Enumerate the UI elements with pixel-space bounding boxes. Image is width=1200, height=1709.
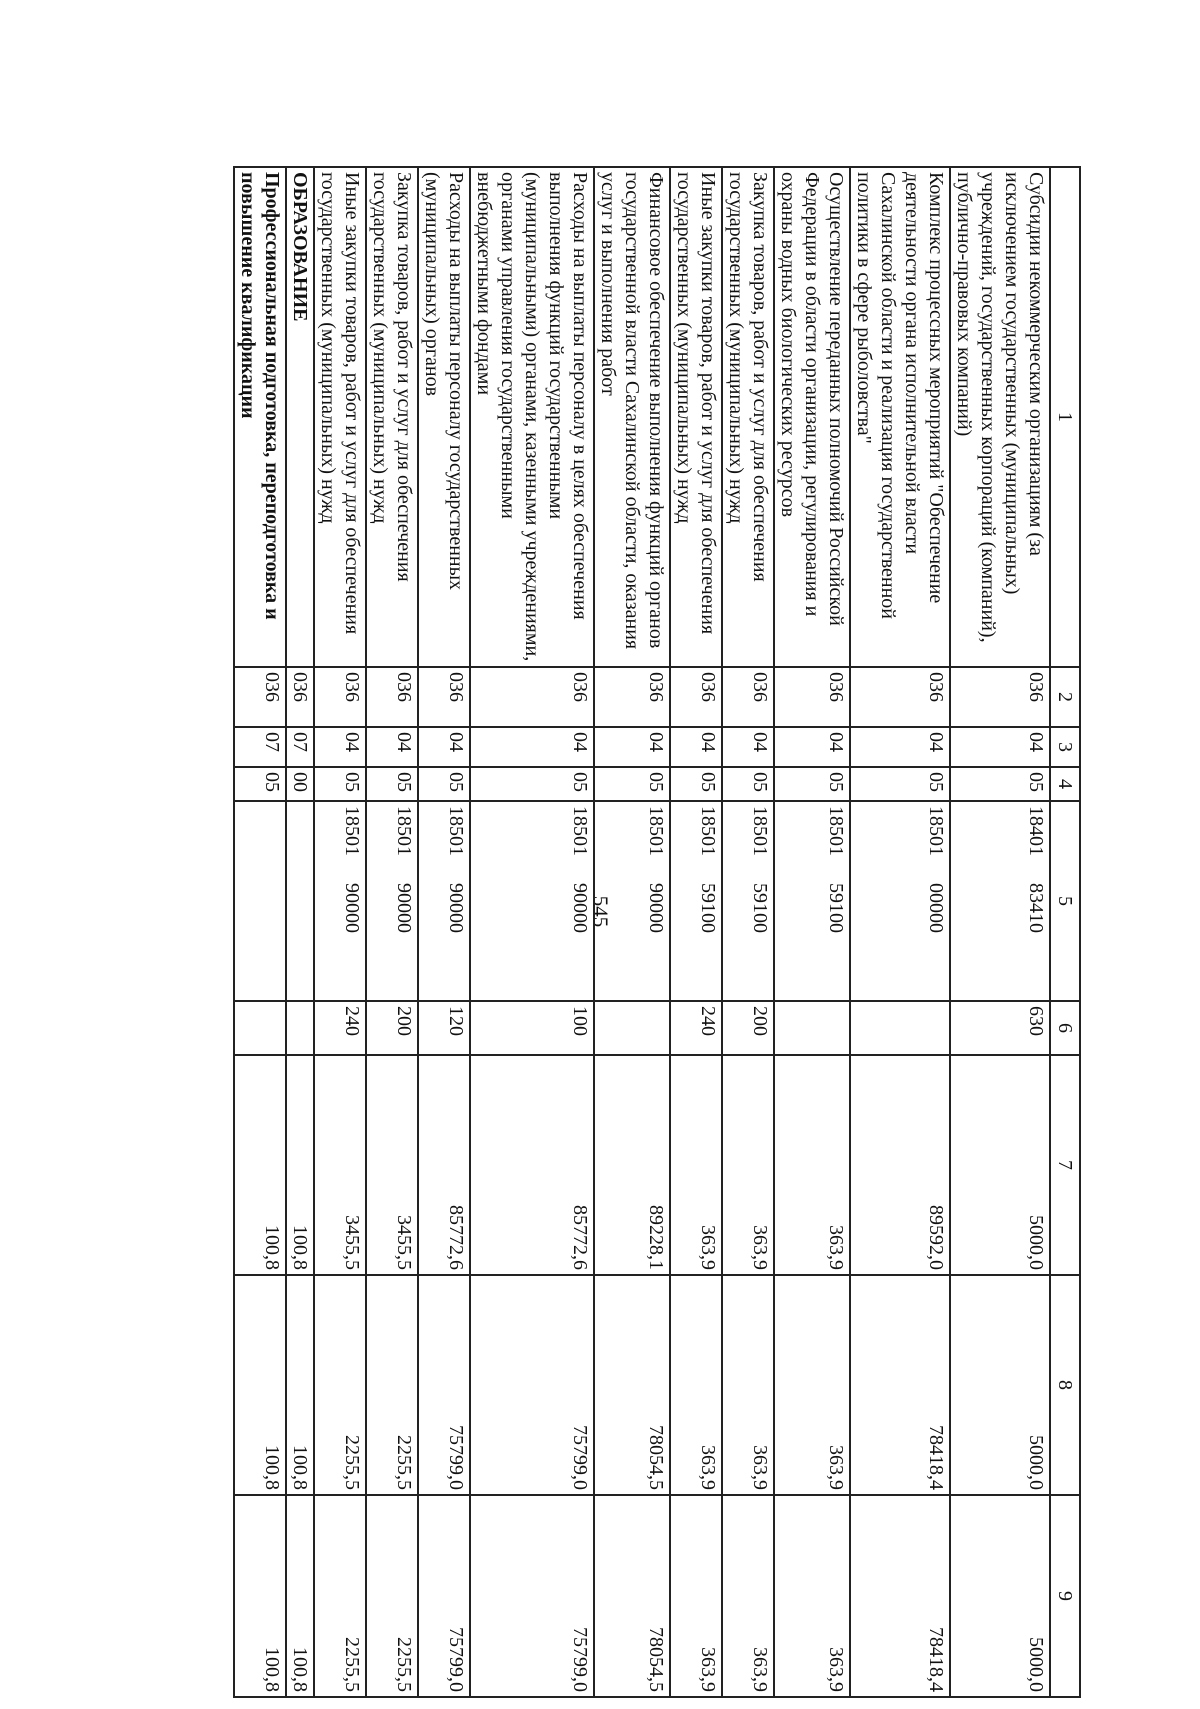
target-article-code: 18501 59100 bbox=[722, 801, 774, 1001]
ministry-code: 036 bbox=[850, 667, 950, 727]
section-code: 04 bbox=[418, 727, 470, 767]
amount-col8: 363,9 bbox=[670, 1275, 722, 1495]
amount-col9: 363,9 bbox=[670, 1495, 722, 1697]
subsection-code: 05 bbox=[234, 767, 286, 801]
budget-table-container bbox=[121, 166, 1081, 1696]
amount-col9: 78418,4 bbox=[850, 1495, 950, 1697]
row-name: Осуществление переданных полномочий Российской Федерации в области организации, регулирования и охраны водных биологических ресурсов bbox=[774, 167, 850, 667]
section-code: 04 bbox=[594, 727, 670, 767]
amount-col9: 100,8 bbox=[234, 1495, 286, 1697]
header-cell: 2 bbox=[1050, 667, 1080, 727]
expense-type-code: 200 bbox=[366, 1001, 418, 1055]
section-code: 04 bbox=[314, 727, 366, 767]
amount-col7: 89592,0 bbox=[850, 1055, 950, 1275]
row-name: Иные закупки товаров, работ и услуг для обеспечения государственных (муниципальных) нужд bbox=[670, 167, 722, 667]
expense-type-code: 630 bbox=[950, 1001, 1050, 1055]
amount-col9: 363,9 bbox=[722, 1495, 774, 1697]
header-cell: 1 bbox=[1050, 167, 1080, 667]
table-row bbox=[774, 167, 850, 1697]
table-row bbox=[670, 167, 722, 1697]
table-row bbox=[418, 167, 470, 1697]
ministry-code: 036 bbox=[670, 667, 722, 727]
header-cell: 5 bbox=[1050, 801, 1080, 1001]
section-code: 04 bbox=[670, 727, 722, 767]
subsection-code: 05 bbox=[594, 767, 670, 801]
amount-col9: 363,9 bbox=[774, 1495, 850, 1697]
ministry-code: 036 bbox=[774, 667, 850, 727]
amount-col7: 3455,5 bbox=[366, 1055, 418, 1275]
section-code: 04 bbox=[366, 727, 418, 767]
amount-col9: 2255,5 bbox=[366, 1495, 418, 1697]
row-name: Закупка товаров, работ и услуг для обеспечения государственных (муниципальных) нужд bbox=[366, 167, 418, 667]
row-name: Субсидии некоммерческим организациям (за исключением государственных (муниципальных) учреждений, государственных корпораций (компаний), публично-правовых компаний) bbox=[950, 167, 1050, 667]
section-code: 07 bbox=[286, 727, 314, 767]
target-article-code: 18501 59100 bbox=[774, 801, 850, 1001]
row-name: Профессиональная подготовка, переподготовка и повышение квалификации bbox=[234, 167, 286, 667]
amount-col8: 2255,5 bbox=[366, 1275, 418, 1495]
amount-col9: 78054,5 bbox=[594, 1495, 670, 1697]
amount-col9: 2255,5 bbox=[314, 1495, 366, 1697]
header-row bbox=[1050, 167, 1080, 1697]
expense-type-code: 240 bbox=[670, 1001, 722, 1055]
target-article-code: 18501 00000 bbox=[850, 801, 950, 1001]
section-code: 04 bbox=[850, 727, 950, 767]
expense-type-code: 120 bbox=[418, 1001, 470, 1055]
subsection-code: 05 bbox=[366, 767, 418, 801]
amount-col7: 363,9 bbox=[722, 1055, 774, 1275]
amount-col8: 2255,5 bbox=[314, 1275, 366, 1495]
table-row bbox=[594, 167, 670, 1697]
header-cell: 9 bbox=[1050, 1495, 1080, 1697]
expense-type-code: 200 bbox=[722, 1001, 774, 1055]
amount-col8: 100,8 bbox=[286, 1275, 314, 1495]
ministry-code: 036 bbox=[950, 667, 1050, 727]
ministry-code: 036 bbox=[470, 667, 594, 727]
section-code: 07 bbox=[234, 727, 286, 767]
target-article-code: 18501 90000 bbox=[314, 801, 366, 1001]
subsection-code: 05 bbox=[314, 767, 366, 801]
expense-type-code bbox=[234, 1001, 286, 1055]
amount-col9: 100,8 bbox=[286, 1495, 314, 1697]
amount-col9: 5000,0 bbox=[950, 1495, 1050, 1697]
ministry-code: 036 bbox=[594, 667, 670, 727]
subsection-code: 05 bbox=[722, 767, 774, 801]
expense-type-code bbox=[286, 1001, 314, 1055]
header-cell: 8 bbox=[1050, 1275, 1080, 1495]
amount-col9: 75799,0 bbox=[470, 1495, 594, 1697]
expense-type-code: 240 bbox=[314, 1001, 366, 1055]
ministry-code: 036 bbox=[314, 667, 366, 727]
target-article-code bbox=[286, 801, 314, 1001]
header-cell: 6 bbox=[1050, 1001, 1080, 1055]
amount-col8: 75799,0 bbox=[470, 1275, 594, 1495]
amount-col8: 363,9 bbox=[722, 1275, 774, 1495]
table-row bbox=[950, 167, 1050, 1697]
subsection-code: 05 bbox=[670, 767, 722, 801]
amount-col8: 5000,0 bbox=[950, 1275, 1050, 1495]
amount-col7: 85772,6 bbox=[418, 1055, 470, 1275]
subsection-code: 05 bbox=[774, 767, 850, 801]
amount-col7: 89228,1 bbox=[594, 1055, 670, 1275]
amount-col7: 3455,5 bbox=[314, 1055, 366, 1275]
amount-col7: 363,9 bbox=[670, 1055, 722, 1275]
section-code: 04 bbox=[722, 727, 774, 767]
expense-type-code: 100 bbox=[470, 1001, 594, 1055]
subsection-code: 05 bbox=[850, 767, 950, 801]
table-row bbox=[850, 167, 950, 1697]
table-row bbox=[366, 167, 418, 1697]
amount-col8: 100,8 bbox=[234, 1275, 286, 1495]
subsection-code: 05 bbox=[418, 767, 470, 801]
expense-type-code bbox=[594, 1001, 670, 1055]
target-article-code: 18501 90000 bbox=[366, 801, 418, 1001]
amount-col8: 75799,0 bbox=[418, 1275, 470, 1495]
table-row bbox=[314, 167, 366, 1697]
expense-type-code bbox=[774, 1001, 850, 1055]
row-name: Расходы на выплаты персоналу в целях обеспечения выполнения функций государственными (муниципальными) органами, казенными учреждениями, органами управления государственными внебюджетными фондами bbox=[470, 167, 594, 667]
target-article-code: 18501 90000 bbox=[594, 801, 670, 1001]
target-article-code: 18401 83410 bbox=[950, 801, 1050, 1001]
amount-col8: 78418,4 bbox=[850, 1275, 950, 1495]
section-code: 04 bbox=[950, 727, 1050, 767]
table-row bbox=[470, 167, 594, 1697]
amount-col8: 363,9 bbox=[774, 1275, 850, 1495]
ministry-code: 036 bbox=[418, 667, 470, 727]
target-article-code: 18501 90000 bbox=[418, 801, 470, 1001]
table-row bbox=[234, 167, 286, 1697]
amount-col7: 100,8 bbox=[234, 1055, 286, 1275]
amount-col7: 5000,0 bbox=[950, 1055, 1050, 1275]
amount-col7: 85772,6 bbox=[470, 1055, 594, 1275]
target-article-code: 18501 90000 bbox=[470, 801, 594, 1001]
page-number: 545 bbox=[588, 895, 613, 928]
table-row bbox=[286, 167, 314, 1697]
subsection-code: 00 bbox=[286, 767, 314, 801]
ministry-code: 036 bbox=[366, 667, 418, 727]
row-name: Финансовое обеспечение выполнения функций органов государственной власти Сахалинской области, оказания услуг и выполнения работ bbox=[594, 167, 670, 667]
amount-col7: 363,9 bbox=[774, 1055, 850, 1275]
section-code: 04 bbox=[470, 727, 594, 767]
amount-col9: 75799,0 bbox=[418, 1495, 470, 1697]
budget-table bbox=[233, 166, 1081, 1698]
header-cell: 7 bbox=[1050, 1055, 1080, 1275]
table-row bbox=[722, 167, 774, 1697]
ministry-code: 036 bbox=[286, 667, 314, 727]
ministry-code: 036 bbox=[234, 667, 286, 727]
section-code: 04 bbox=[774, 727, 850, 767]
header-cell: 3 bbox=[1050, 727, 1080, 767]
target-article-code: 18501 59100 bbox=[670, 801, 722, 1001]
row-name: Закупка товаров, работ и услуг для обеспечения государственных (муниципальных) нужд bbox=[722, 167, 774, 667]
header-cell: 4 bbox=[1050, 767, 1080, 801]
subsection-code: 05 bbox=[950, 767, 1050, 801]
subsection-code: 05 bbox=[470, 767, 594, 801]
row-name: Комплекс процессных мероприятий "Обеспечение деятельности органа исполнительной власти Сахалинской области и реализация государственной политики в сфере рыболовства" bbox=[850, 167, 950, 667]
amount-col8: 78054,5 bbox=[594, 1275, 670, 1495]
amount-col7: 100,8 bbox=[286, 1055, 314, 1275]
row-name: ОБРАЗОВАНИЕ bbox=[286, 167, 314, 667]
target-article-code bbox=[234, 801, 286, 1001]
row-name: Расходы на выплаты персоналу государственных (муниципальных) органов bbox=[418, 167, 470, 667]
expense-type-code bbox=[850, 1001, 950, 1055]
row-name: Иные закупки товаров, работ и услуг для обеспечения государственных (муниципальных) нужд bbox=[314, 167, 366, 667]
ministry-code: 036 bbox=[722, 667, 774, 727]
